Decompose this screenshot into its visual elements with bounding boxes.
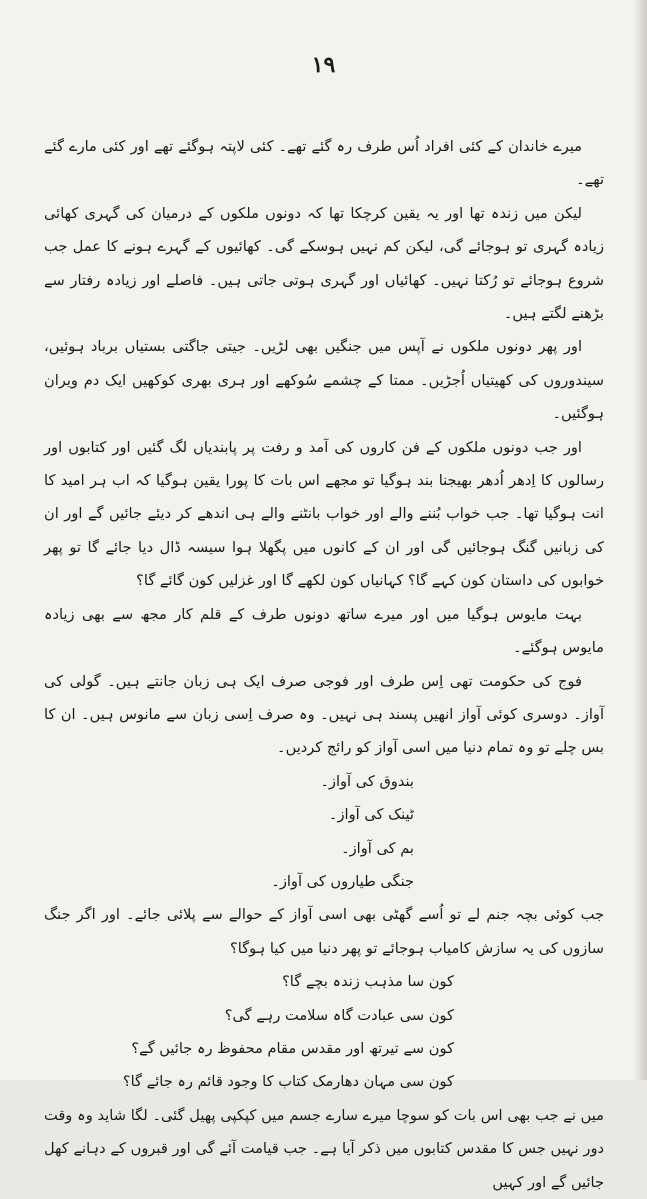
paragraph: اور پھر دونوں ملکوں نے آپس میں جنگیں بھی لڑیں۔ جیتی جاگتی بستیاں برباد ہوئیں، سیندوروں کی کھیتیاں اُجڑیں۔ ممتا کے چشمے سُوکھے اور ہری بھری کوکھیں ایک دم ویران ہوگئیں۔	[44, 338, 604, 423]
paragraph: لیکن میں زندہ تھا اور یہ یقین کرچکا تھا کہ دونوں ملکوں کے درمیان کی گہری کھائی زیادہ گہری تو ہوجائے گی، لیکن کم نہیں ہوسکے گی۔ کھائیوں کے گہرے ہونے کا عمل جب شروع ہوجائے تو رُکتا نہیں۔ کھائیاں اور گہری ہوتی جاتی ہیں۔ فاصلے اور زیادہ رفتار سے بڑھنے لگتے ہیں۔	[44, 204, 604, 323]
list-item: بندوق کی آواز۔	[320, 772, 414, 790]
questions-list	[44, 965, 604, 1099]
sounds-list	[44, 765, 604, 899]
page-text	[44, 130, 604, 1199]
paragraph: میں نے جب بھی اس بات کو سوچا میرے سارے جسم میں کپکپی پھیل گئی۔ لگا شاید وہ وقت دور نہیں جس کا مقدس کتابوں میں ذکر آیا ہے۔ جب قیامت آئے گی اور قبروں کے دہانے کھل جائیں گے اور کہیں	[44, 1106, 604, 1191]
page-number: ١٩	[311, 52, 336, 78]
list-item: ٹینک کی آواز۔	[328, 806, 414, 824]
list-item: بم کی آواز۔	[341, 839, 414, 857]
list-item: کون سی عبادت گاہ سلامت رہے گی؟	[224, 1006, 454, 1024]
paragraph: فوج کی حکومت تھی اِس طرف اور فوجی صرف ایک ہی زبان جانتے ہیں۔ گولی کی آواز۔ دوسری کوئی آواز انھیں پسند ہی نہیں۔ وہ صرف اِسی زبان سے مانوس ہیں۔ ان کا بس چلے تو وہ تمام دنیا میں اسی آواز کو رائج کردیں۔	[44, 672, 604, 757]
paragraph: بہت مایوس ہوگیا میں اور میرے ساتھ دونوں طرف کے قلم کار مجھ سے بھی زیادہ مایوس ہوگئے۔	[44, 605, 604, 657]
paragraph: میرے خاندان کے کئی افراد اُس طرف رہ گئے تھے۔ کئی لاپتہ ہوگئے تھے اور کئی مارے گئے تھے۔	[44, 138, 604, 189]
list-item: کون سا مذہب زندہ بچے گا؟	[282, 973, 454, 991]
paragraph: جب کوئی بچہ جنم لے تو اُسے گھٹی بھی اسی آواز کے حوالے سے پلائی جائے۔ اور اگر جنگ سازوں کی یہ سازش کامیاب ہوجائے تو پھر دنیا میں کیا ہوگا؟	[44, 906, 604, 957]
list-item: کون سی مہان دھارمک کتاب کا وجود قائم رہ جائے گا؟	[122, 1073, 454, 1091]
list-item: جنگی طیاروں کی آواز۔	[271, 872, 414, 890]
paragraph: اور جب دونوں ملکوں کے فن کاروں کی آمد و رفت پر پابندیاں لگ گئیں اور کتابوں اور رسالوں کا اِدھر اُدھر بھیجنا بند ہوگیا تو مجھے اس بات کا پورا یقین ہوگیا کہ اب ہر امید کا انت ہوگیا تھا۔ جب خواب بُننے والے اور خواب بانٹنے والے ہی اندھے کر دیئے جائیں گے اور ان کی زبانیں گنگ ہوجائیں گی اور ان کے کانوں میں پگھلا ہوا سیسہ ڈال دیا جائے گا تو پھر خوابوں کی داستان کون کہے گا؟ کہانیاں کون لکھے گا اور غزلیں کون گائے گا؟	[44, 438, 604, 590]
list-item: کون سے تیرتھ اور مقدس مقام محفوظ رہ جائیں گے؟	[131, 1039, 454, 1057]
